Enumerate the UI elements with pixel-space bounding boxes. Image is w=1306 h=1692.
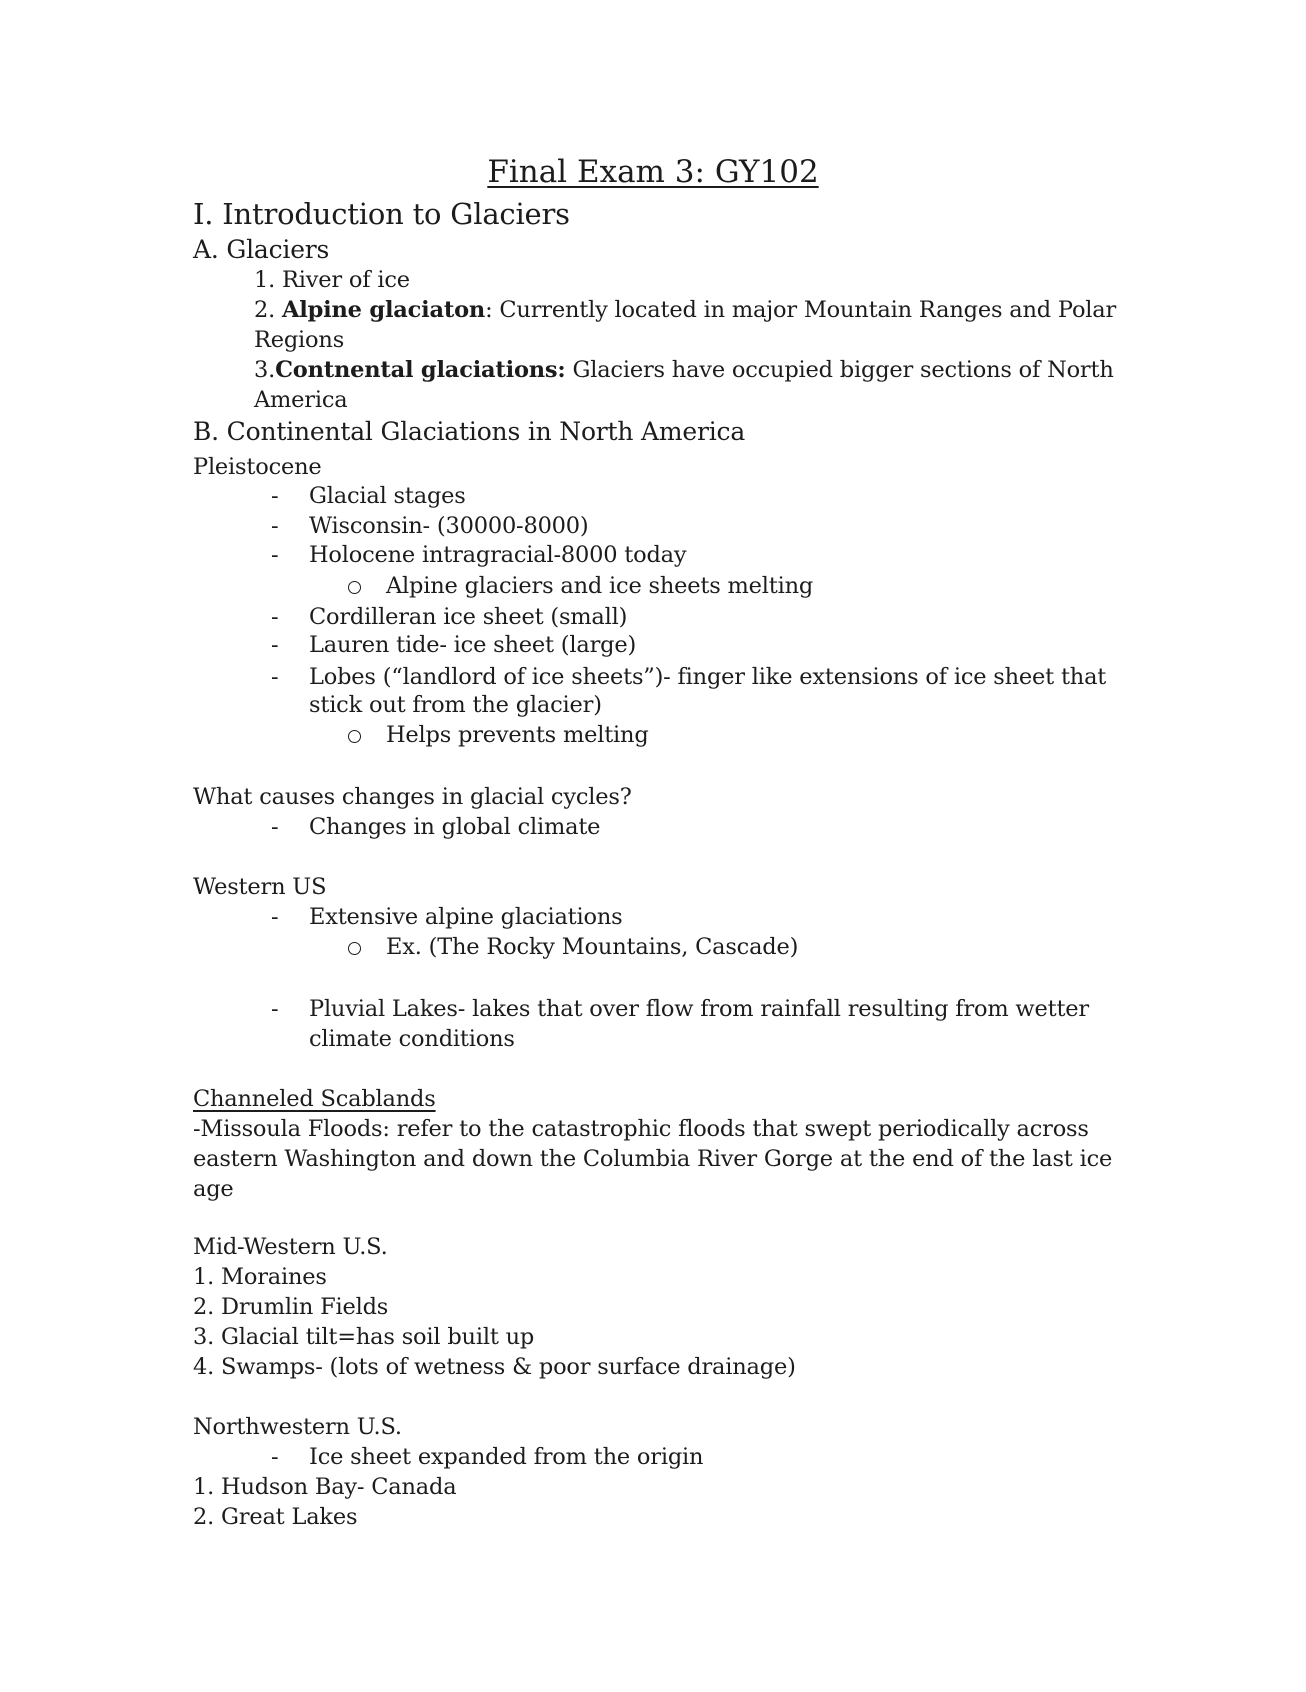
dash-bullet: -	[271, 814, 279, 840]
dash-bullet: -	[271, 664, 279, 690]
bullet-ice-sheet-origin: Ice sheet expanded from the origin	[309, 1444, 704, 1470]
continental-definition: Glaciers have occupied bigger sections of North	[565, 357, 1114, 383]
dash-bullet: -	[271, 542, 279, 568]
sub-bullet-rocky-mountains: Ex. (The Rocky Mountains, Cascade)	[386, 934, 799, 960]
bullet-wisconsin: Wisconsin- (30000-8000)	[309, 513, 589, 539]
pleistocene-label: Pleistocene	[193, 454, 322, 480]
causes-answer: Changes in global climate	[309, 814, 601, 840]
dash-bullet: -	[271, 483, 279, 509]
glaciers-item-1: 1. River of ice	[254, 267, 410, 293]
scablands-line-2: eastern Washington and down the Columbia River Gorge at the end of the last ice	[193, 1146, 1113, 1172]
page-title: Final Exam 3: GY102	[487, 154, 819, 190]
glaciers-item-2: 2. Alpine glaciaton: Currently located in major Mountain Ranges and Polar	[254, 297, 1117, 323]
bullet-pluvial-lakes-continued: climate conditions	[309, 1026, 515, 1052]
midwest-item: 3. Glacial tilt=has soil built up	[193, 1324, 535, 1350]
dash-bullet: -	[271, 996, 279, 1022]
glaciers-item-3-continued: America	[254, 387, 348, 413]
scablands-heading: Channeled Scablands	[193, 1086, 436, 1112]
bullet-alpine-glaciations: Extensive alpine glaciations	[309, 904, 623, 930]
causes-question: What causes changes in glacial cycles?	[193, 784, 632, 810]
bullet-pluvial-lakes: Pluvial Lakes- lakes that over flow from rainfall resulting from wetter	[309, 996, 1089, 1022]
sub-bullet-alpine-melting: Alpine glaciers and ice sheets melting	[386, 573, 814, 599]
scablands-line-1: -Missoula Floods: refer to the catastrophic floods that swept periodically across	[193, 1116, 1089, 1142]
scablands-line-3: age	[193, 1176, 234, 1202]
dash-bullet: -	[271, 513, 279, 539]
western-us-heading: Western US	[193, 874, 327, 900]
dash-bullet: -	[271, 1444, 279, 1470]
midwest-item: 4. Swamps- (lots of wetness & poor surface drainage)	[193, 1354, 796, 1380]
northwest-item: 1. Hudson Bay- Canada	[193, 1474, 457, 1500]
bullet-lobes-continued: stick out from the glacier)	[309, 692, 602, 718]
glaciers-item-2-continued: Regions	[254, 327, 345, 353]
dash-bullet: -	[271, 904, 279, 930]
sub-bullet-prevents-melting: Helps prevents melting	[386, 722, 649, 748]
midwest-heading: Mid-Western U.S.	[193, 1234, 388, 1260]
alpine-definition: : Currently located in major Mountain Ranges and Polar	[485, 297, 1117, 323]
subsection-heading-glaciers: A. Glaciers	[193, 235, 330, 264]
midwest-item: 2. Drumlin Fields	[193, 1294, 389, 1320]
bullet-holocene: Holocene intragracial-8000 today	[309, 542, 687, 568]
bullet-lauren-tide: Lauren tide- ice sheet (large)	[309, 632, 637, 658]
subsection-heading-continental: B. Continental Glaciations in North America	[193, 417, 746, 446]
circle-bullet-icon	[348, 730, 361, 743]
alpine-term: Alpine glaciaton	[282, 297, 486, 323]
bullet-glacial-stages: Glacial stages	[309, 483, 466, 509]
midwest-item: 1. Moraines	[193, 1264, 327, 1290]
northwest-heading: Northwestern U.S.	[193, 1414, 402, 1440]
continental-term: Contnental glaciations:	[275, 357, 566, 383]
glaciers-item-3: 3.Contnental glaciations: Glaciers have occupied bigger sections of North	[254, 357, 1114, 383]
bullet-lobes: Lobes (“landlord of ice sheets”)- finger like extensions of ice sheet that	[309, 664, 1107, 690]
northwest-item: 2. Great Lakes	[193, 1504, 358, 1530]
circle-bullet-icon	[348, 942, 361, 955]
dash-bullet: -	[271, 632, 279, 658]
circle-bullet-icon	[348, 581, 361, 594]
dash-bullet: -	[271, 604, 279, 630]
bullet-cordilleran: Cordilleran ice sheet (small)	[309, 604, 628, 630]
section-heading-introduction: I. Introduction to Glaciers	[193, 197, 570, 231]
